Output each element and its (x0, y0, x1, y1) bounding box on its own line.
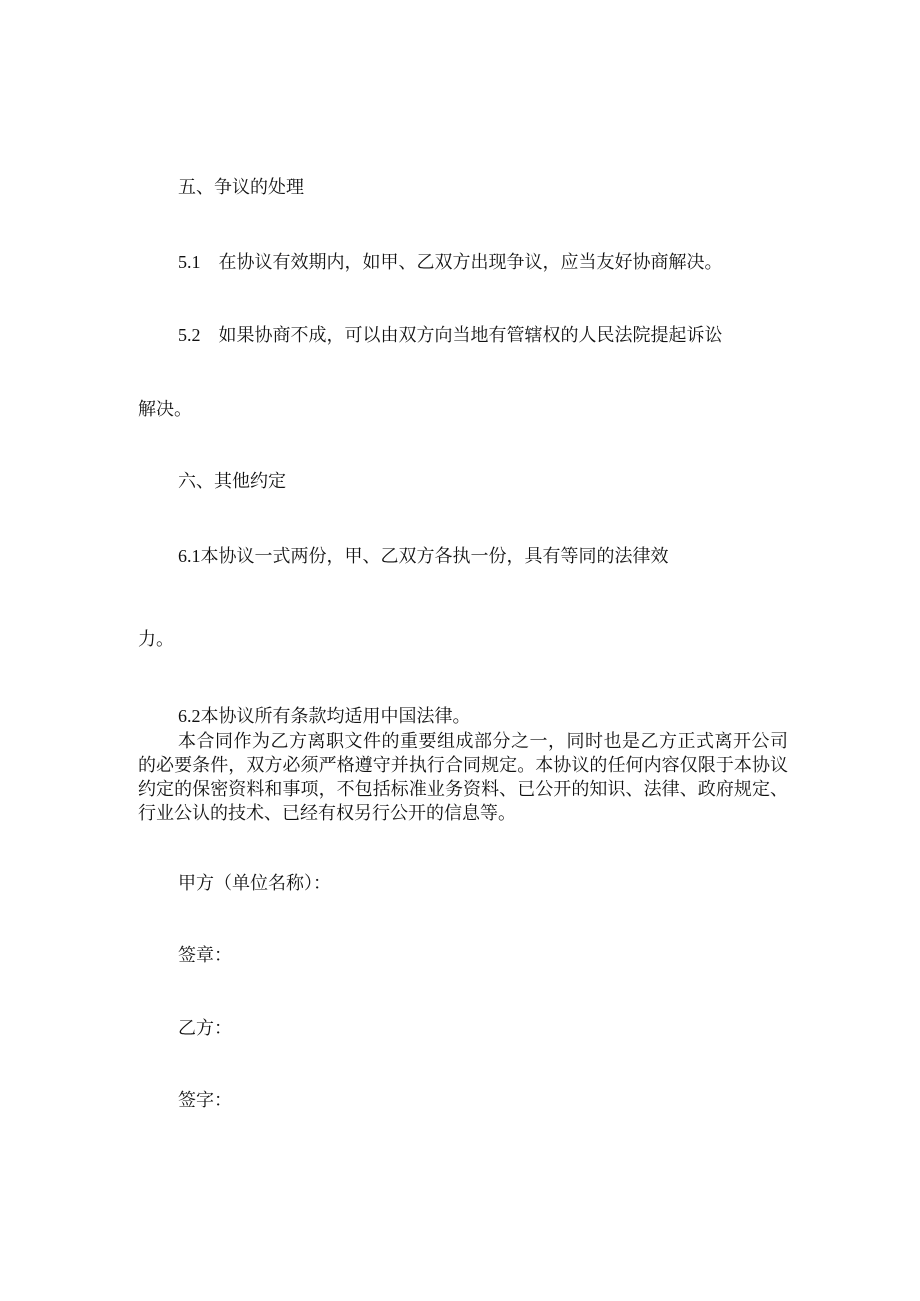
clause-number: 6.1 (178, 546, 201, 566)
clause-number: 6.2 (178, 706, 201, 726)
clause-text: 本协议一式两份，甲、乙双方各执一份，具有等同的法律效 (200, 546, 669, 567)
signature-label: 签字： (178, 1090, 232, 1111)
clause-number: 5.1 (178, 252, 201, 272)
clause-5-2 (178, 323, 723, 348)
party-b-label: 乙方： (178, 1018, 232, 1039)
clause-6-1 (178, 544, 669, 569)
section-heading-5: 五、争议的处理 (178, 177, 304, 198)
section-heading-6: 六、其他约定 (178, 471, 286, 492)
clause-text: 在协议有效期内，如甲、乙双方出现争议，应当友好协商解决。 (218, 252, 723, 273)
closing-paragraph: 本合同作为乙方离职文件的重要组成部分之一，同时也是乙方正式离开公司的必要条件，双方必须严格遵守并执行合同规定。本协议的任何内容仅限于本协议约定的保密资料和事项，不包括标准业务资料、已公开的知识、法律、政府规定、行业公认的技术、已经有权另行公开的信息等。 (138, 731, 788, 824)
clause-number: 5.2 (178, 325, 201, 345)
party-a-label: 甲方（单位名称）： (178, 873, 331, 894)
clause-5-2-continuation: 解决。 (138, 399, 192, 420)
clause-5-1 (178, 250, 723, 275)
clause-text: 本协议所有条款均适用中国法律。 (200, 706, 471, 727)
clause-6-1-continuation: 力。 (138, 629, 174, 650)
clause-text: 如果协商不成，可以由双方向当地有管辖权的人民法院提起诉讼 (218, 325, 723, 346)
clause-6-2 (178, 704, 471, 729)
seal-label: 签章： (178, 945, 232, 966)
